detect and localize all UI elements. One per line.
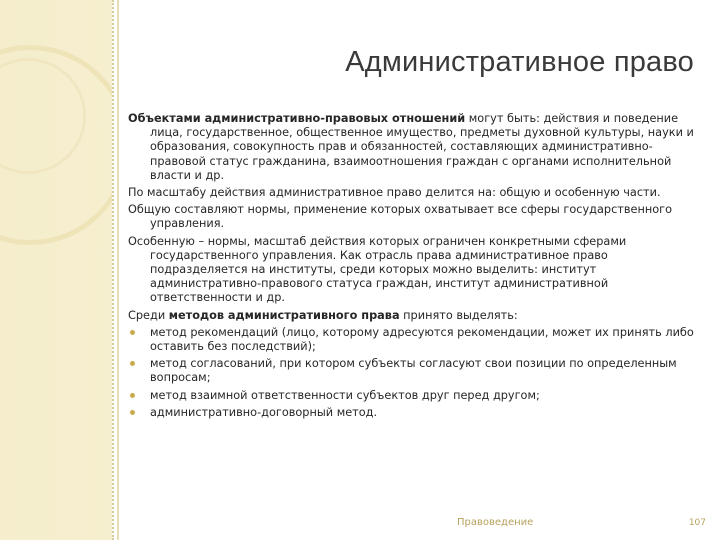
footer-subject: Правоведение xyxy=(457,517,534,528)
paragraph-scope: По масштабу действия административное право делится на: общую и особенную части. xyxy=(128,186,661,200)
bullet-icon xyxy=(130,361,135,366)
list-item xyxy=(128,357,698,385)
list-item-text: административно-договорный метод. xyxy=(150,405,378,419)
list-item-text: метод рекомендаций (лицо, которому адресуются рекомендации, может их принять либо оставить без последствий); xyxy=(150,325,694,354)
paragraph-special-part: Особенную – нормы, масштаб действия которых ограничен конкретными сферами государственного управления. Как отрасль права административное право подразделяется на институты, среди которых можно выделить: институт административно-правового статуса граждан, институт административной ответственности и др. xyxy=(128,234,627,305)
paragraph-objects xyxy=(128,112,698,183)
dotted-divider xyxy=(112,0,114,540)
bullet-icon xyxy=(130,393,135,398)
page-number: 107 xyxy=(688,518,706,528)
methods-intro-pre: Среди xyxy=(128,308,169,322)
list-item xyxy=(128,326,698,354)
methods-intro-post: принято выделять: xyxy=(399,308,518,322)
paragraph-general-part: Общую составляют нормы, применение которых охватывает все сферы государственного управления. xyxy=(128,203,673,231)
slide-content xyxy=(128,112,698,423)
paragraph-methods-intro xyxy=(128,309,698,323)
list-item xyxy=(128,406,698,420)
bullet-icon xyxy=(130,410,135,415)
panel-tint xyxy=(0,0,112,540)
objects-description: могут быть: действия и поведение лица, государственное, общественное имущество, предметы духовной культуры, науки и образования, совокупность прав и обязанностей, составляющих административно-правовой статус гражданина, взаимоотношения граждан с органами исполнительной власти и др. xyxy=(150,112,694,182)
bold-methods-term: методов административного права xyxy=(168,308,400,322)
slide-title: Административное право xyxy=(345,46,694,78)
list-item-text: метод согласований, при котором субъекты согласуют свои позиции по определенным вопросам; xyxy=(150,357,677,385)
list-item xyxy=(128,389,698,403)
decorative-side-panel xyxy=(0,0,112,540)
bullet-icon xyxy=(130,330,135,335)
solid-divider xyxy=(117,0,119,540)
methods-list xyxy=(128,326,698,420)
list-item-text: метод взаимной ответственности субъектов друг перед другом; xyxy=(150,388,540,402)
bold-objects-term: Объектами административно-правовых отношений xyxy=(128,112,466,125)
